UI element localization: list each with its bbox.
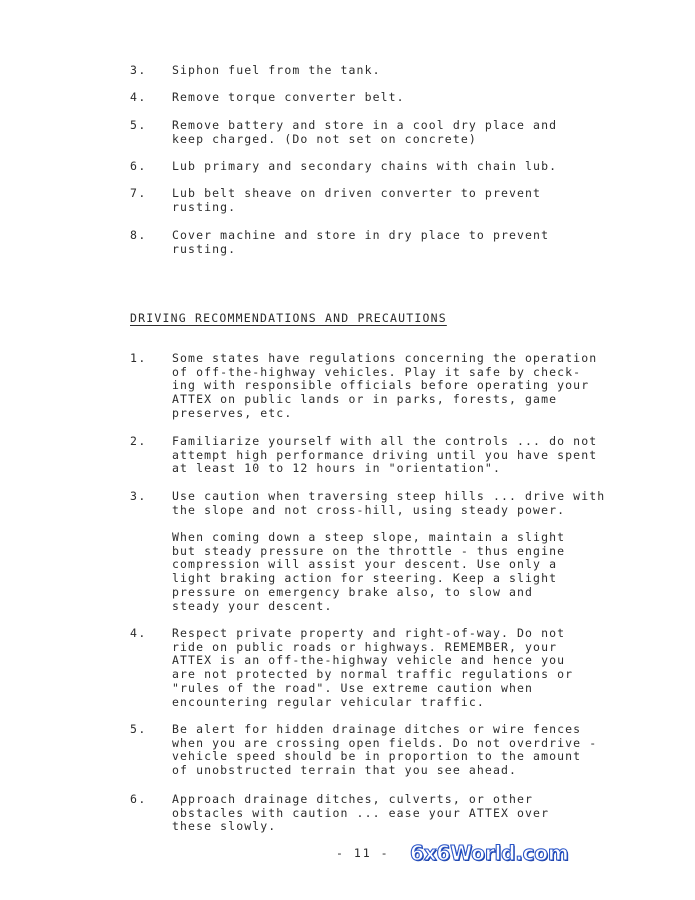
list-number: 6.: [130, 792, 147, 806]
list-text: Lub belt sheave on driven converter to prevent rusting.: [172, 186, 542, 214]
item3-continuation: When coming down a steep slope, maintain a slight but steady pressure on the throttle - thus engine compression will assist your descent. Use only a light braking action for steering. Keep a slight pressure on emergency brake also, to slow and steady your descent.: [172, 530, 566, 613]
list-text: Some states have regulations concerning the operation of off-the-highway vehicles. Play it safe by check- ing with responsible officials before operating your ATTEX on public lands or in parks, forests, game preserves, etc.: [172, 351, 598, 420]
list-number: 8.: [130, 228, 147, 242]
list-number: 5.: [130, 118, 147, 132]
list-text: Be alert for hidden drainage ditches or wire fences when you are crossing open fields. Do not overdrive - vehicle speed should be in proportion to the amount of unobstructed terrain that you see ahead.: [172, 722, 598, 778]
watermark-logo: 6x6World.com: [410, 841, 569, 865]
list-number: 4.: [130, 626, 147, 640]
page-number: - 11 -: [336, 846, 390, 860]
list-number: 3.: [130, 63, 147, 77]
list-text: Respect private property and right-of-way. Do not ride on public roads or highways. REMEMBER, your ATTEX is an off-the-highway vehicle and hence you are not protected by normal traffic regulations or "rules of the road". Use extreme caution when encountering regular vehicular traffic.: [172, 626, 574, 709]
list-text: Remove battery and store in a cool dry place and keep charged. (Do not set on concrete): [172, 118, 558, 146]
list-number: 4.: [130, 90, 147, 104]
list-number: 7.: [130, 186, 147, 200]
list-number: 3.: [130, 489, 147, 503]
list-number: 2.: [130, 434, 147, 448]
list-text: Siphon fuel from the tank.: [172, 63, 381, 77]
list-text: Use caution when traversing steep hills ... drive with the slope and not cross-hill, using steady power.: [172, 489, 606, 517]
list-text: Approach drainage ditches, culverts, or other obstacles with caution ... ease your ATTEX over these slowly.: [172, 792, 550, 834]
section-heading: DRIVING RECOMMENDATIONS AND PRECAUTIONS: [130, 311, 447, 325]
list-number: 5.: [130, 722, 147, 736]
list-text: Lub primary and secondary chains with chain lub.: [172, 159, 558, 173]
list-number: 6.: [130, 159, 147, 173]
list-number: 1.: [130, 351, 147, 365]
list-text: Cover machine and store in dry place to prevent rusting.: [172, 228, 550, 256]
list-text: Familiarize yourself with all the controls ... do not attempt high performance driving until you have spent at least 10 to 12 hours in "orientation".: [172, 434, 598, 476]
list-text: Remove torque converter belt.: [172, 90, 405, 104]
